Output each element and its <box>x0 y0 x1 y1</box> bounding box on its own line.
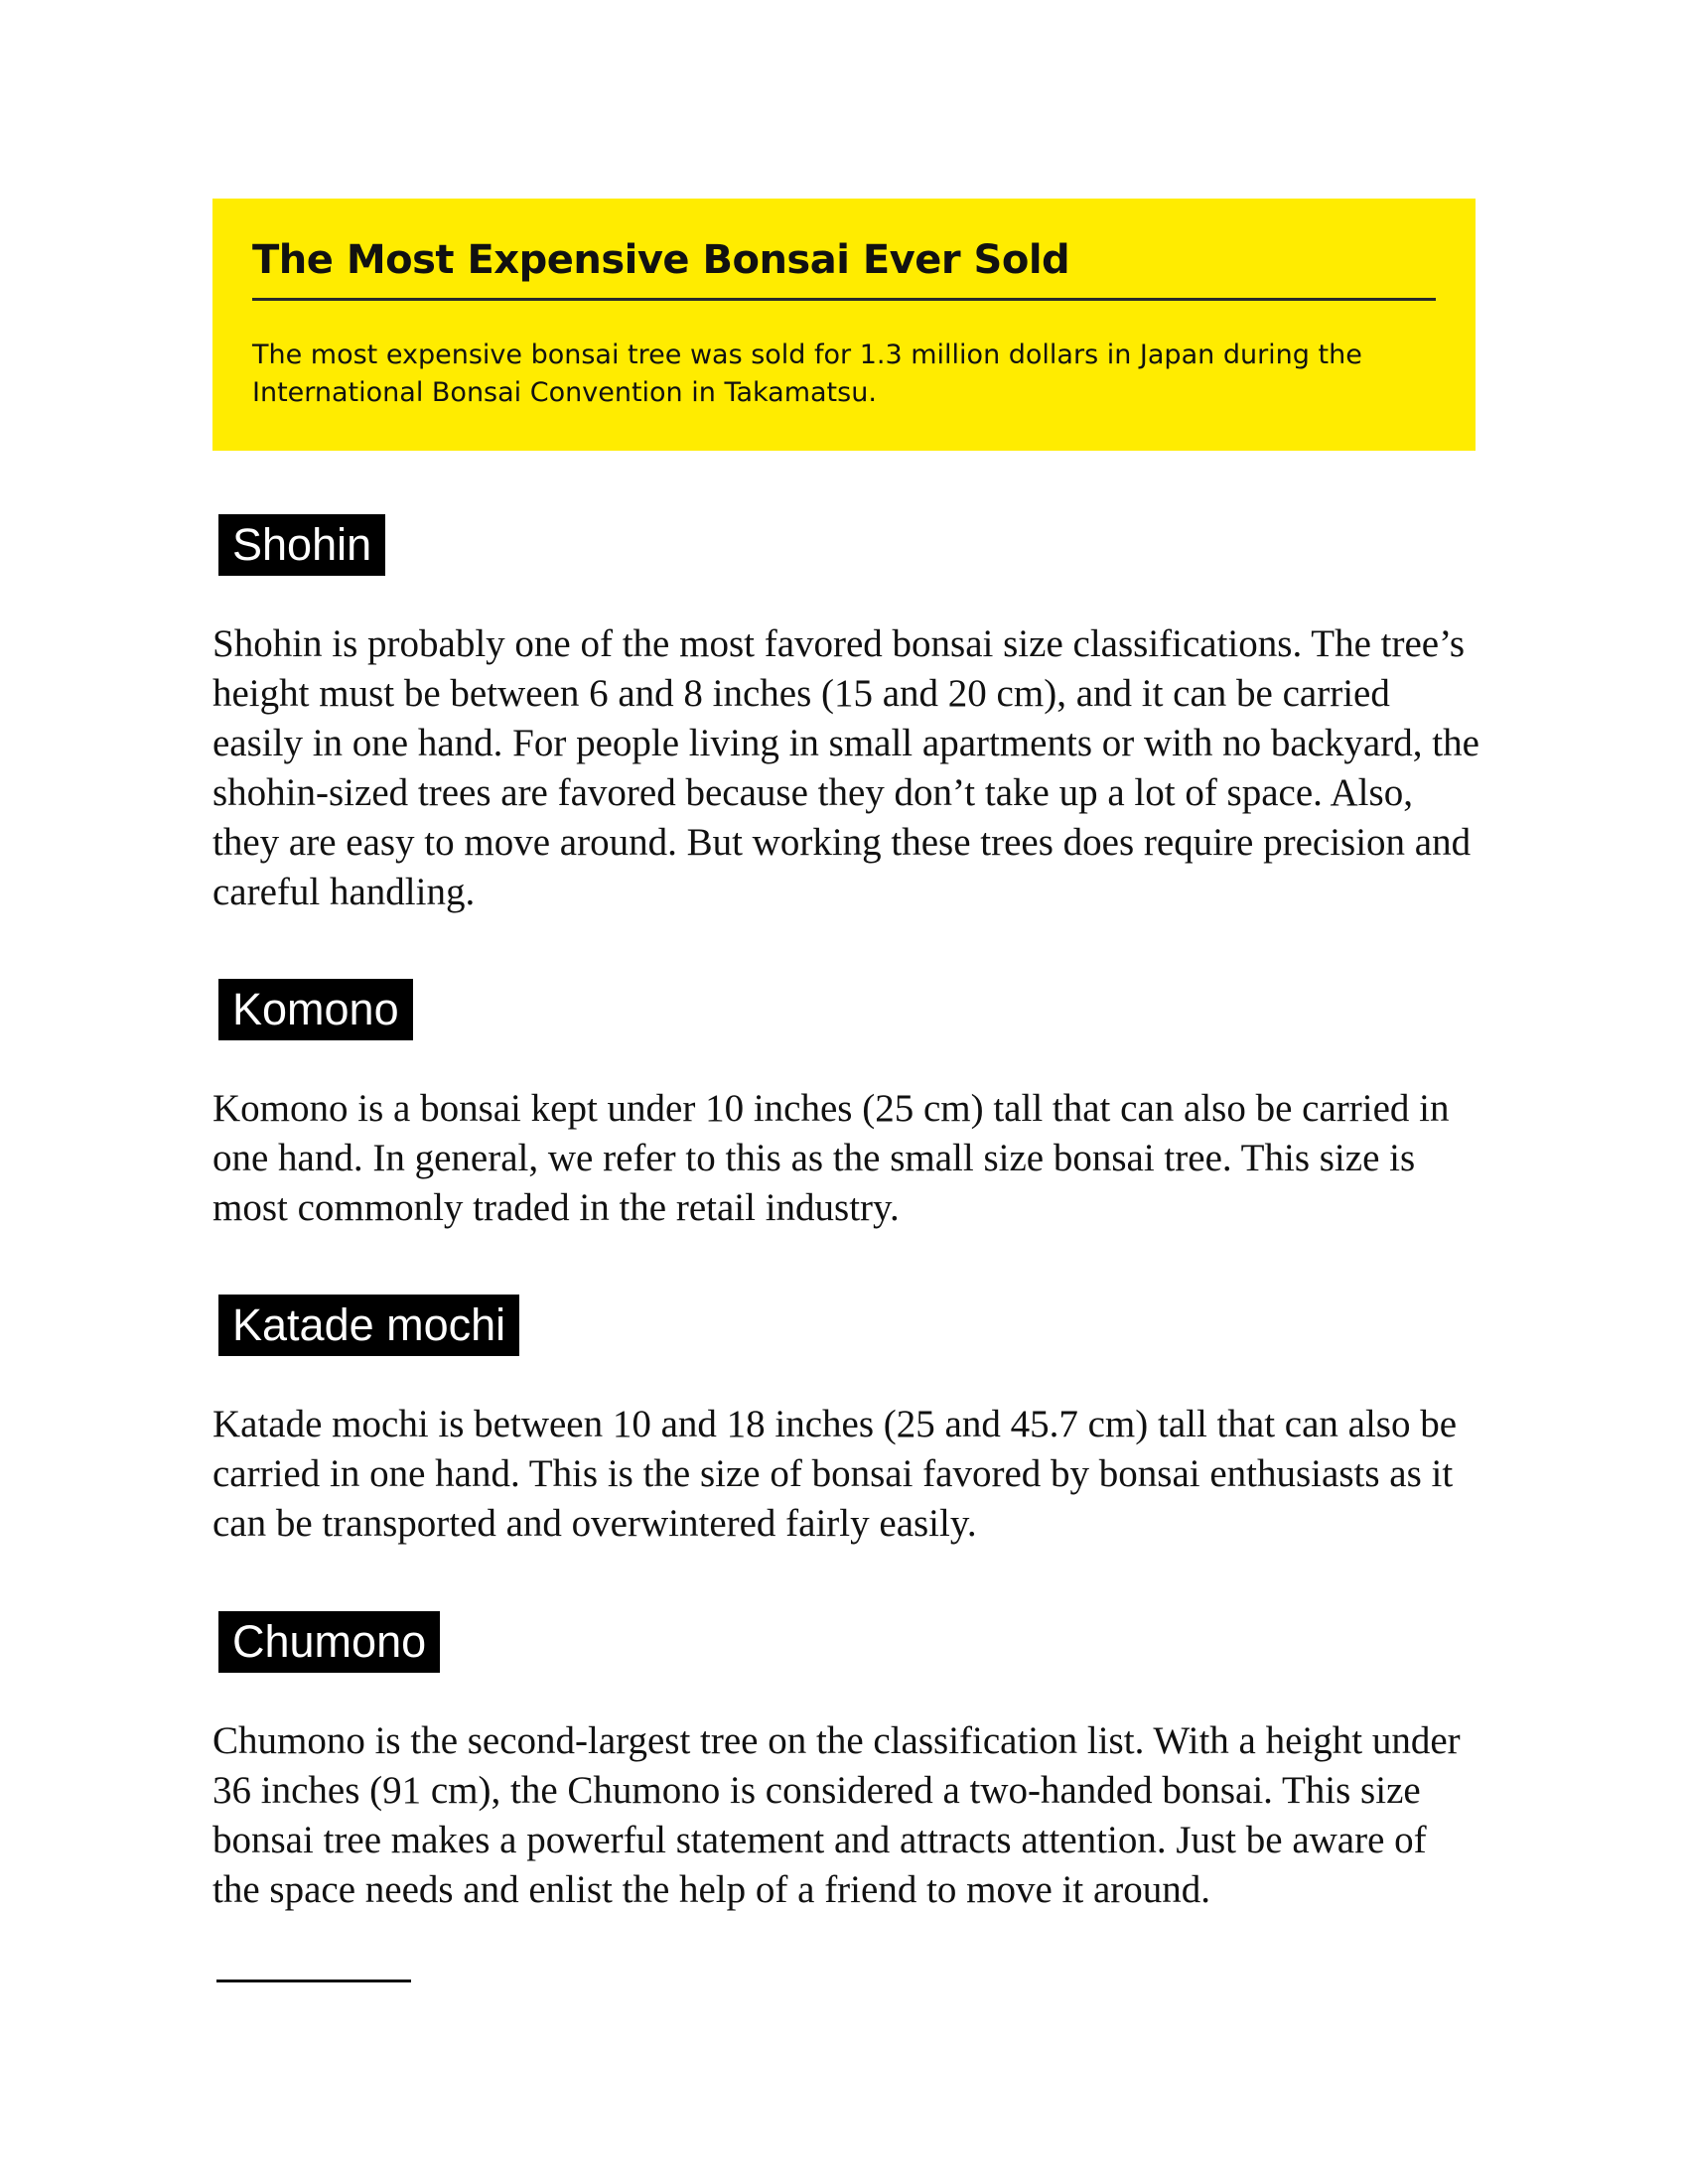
section-katade-mochi <box>212 1295 1483 1549</box>
section-komono <box>212 979 1483 1233</box>
section-heading-chumono: Chumono <box>218 1611 440 1673</box>
section-heading-katade-mochi: Katade mochi <box>218 1295 519 1356</box>
callout-title: The Most Expensive Bonsai Ever Sold <box>252 237 1070 283</box>
section-chumono <box>212 1611 1483 1915</box>
section-text-shohin: Shohin is probably one of the most favored bonsai size classifications. The tree’s height must be between 6 and 8 inches (15 and 20 cm), and it can be carried easily in one hand. For people living in small apartments or with no backyard, the shohin-sized trees are favored because they don’t take up a lot of space. Also, they are easy to move around. But working these trees does require precision and careful handling. <box>212 622 1479 913</box>
footnote-divider <box>216 1979 411 1982</box>
section-text-komono: Komono is a bonsai kept under 10 inches (25 cm) tall that can also be carried in one hand. In general, we refer to this as the small size bonsai tree. This size is most commonly traded in the retail industry. <box>212 1087 1450 1229</box>
section-heading-komono: Komono <box>218 979 413 1040</box>
callout-body: The most expensive bonsai tree was sold for 1.3 million dollars in Japan during the International Bonsai Convention in Takamatsu. <box>252 340 1362 408</box>
callout-divider <box>252 298 1436 301</box>
section-text-katade-mochi: Katade mochi is between 10 and 18 inches (25 and 45.7 cm) tall that can also be carried in one hand. This is the size of bonsai favored by bonsai enthusiasts as it can be transported and overwintered fairly easily. <box>212 1403 1458 1545</box>
section-text-chumono: Chumono is the second-largest tree on the classification list. With a height under 36 inches (91 cm), the Chumono is considered a two-handed bonsai. This size bonsai tree makes a powerful statement and attracts attention. Just be aware of the space needs and enlist the help of a friend to move it around. <box>212 1719 1461 1911</box>
callout-box <box>212 199 1476 451</box>
section-heading-shohin: Shohin <box>218 514 385 576</box>
section-shohin <box>212 514 1483 917</box>
